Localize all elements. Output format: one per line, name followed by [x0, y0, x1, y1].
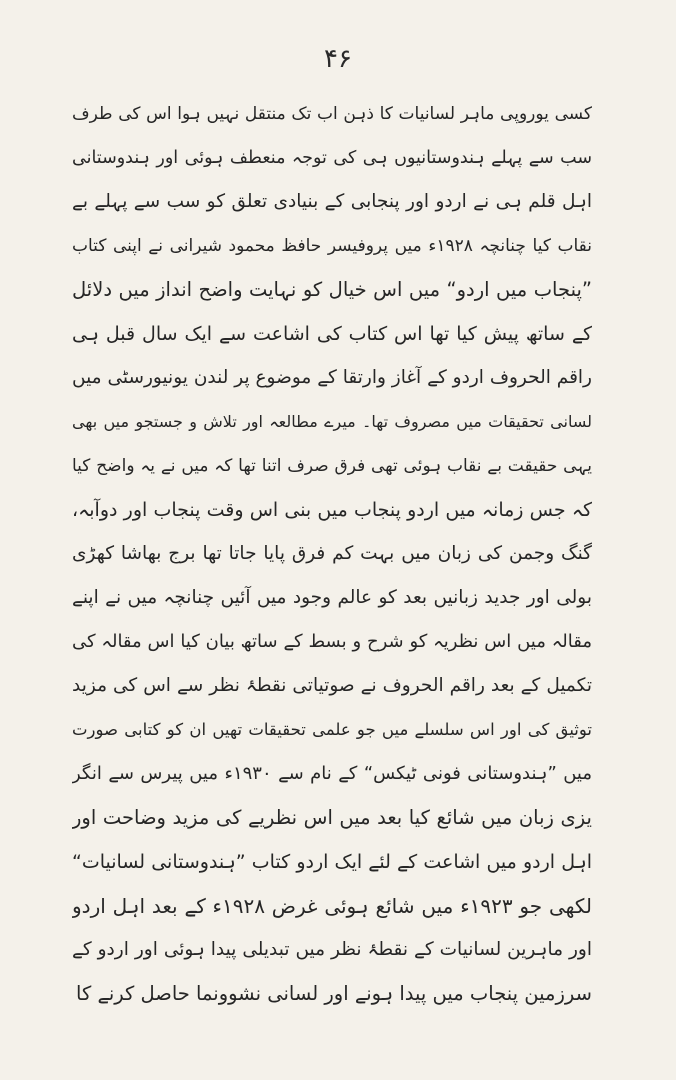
text-line: اور ماہرین لسانیات کے نقطۂ نظر میں تبدیلی پیدا ہوئی اور اردو کے [72, 939, 592, 960]
text-line: میں ”ہندوستانی فونی ٹیکس“ کے نام سے ۱۹۳۰ء میں پیرس سے انگر [72, 763, 592, 784]
text-line: گنگ وجمن کی زبان میں بہت کم فرق پایا جاتا تھا برج بھاشا کھڑی [72, 543, 592, 564]
text-line: نقاب کیا چنانچہ ۱۹۲۸ء میں پروفیسر حافظ محمود شیرانی نے اپنی کتاب [72, 236, 592, 256]
text-line: مقالہ میں اس نظریہ کو شرح و بسط کے ساتھ بیان کیا اس مقالہ کی [72, 631, 592, 652]
text-line: کسی یوروپی ماہر لسانیات کا ذہن اب تک منتقل نہیں ہوا اس کی طرف [72, 104, 592, 124]
text-line: سب سے پہلے ہندوستانیوں ہی کی توجہ منعطف ہوئی اور ہندوستانی [72, 148, 592, 168]
text-line: کے ساتھ پیش کیا تھا اس کتاب کی اشاعت سے ایک سال قبل ہی [72, 323, 592, 345]
text-line: ”پنجاب میں اردو“ میں اس خیال کو نہایت واضح انداز میں دلائل [72, 278, 592, 301]
text-line: سرزمین پنجاب میں پیدا ہونے اور لسانی نشوونما حاصل کرنے کا [76, 982, 592, 1005]
text-line: لکھی جو ۱۹۲۳ء میں شائع ہوئی غرض ۱۹۲۸ء کے بعد اہل اردو [72, 894, 592, 918]
text-line: یزی زبان میں شائع کیا بعد میں اس نظریے کی مزید وضاحت اور [72, 806, 592, 829]
page-number: ۴۶ [324, 44, 352, 74]
text-line: اہل قلم ہی نے اردو اور پنجابی کے بنیادی تعلق کو سب سے پہلے بے [72, 191, 592, 212]
text-line: یہی حقیقت بے نقاب ہوئی تھی فرق صرف اتنا تھا کہ میں نے یہ واضح کیا [72, 456, 592, 476]
text-line: راقم الحروف اردو کے آغاز وارتقا کے موضوع پر لندن یونیورسٹی میں [72, 367, 592, 388]
text-line: تکمیل کے بعد راقم الحروف نے صوتیاتی نقطۂ نظر سے اس کی مزید [72, 675, 592, 696]
text-line: لسانی تحقیقات میں مصروف تھا۔ میرے مطالعہ اور تلاش و جستجو میں بھی [72, 412, 592, 431]
text-line: اہل اردو میں اشاعت کے لئے ایک اردو کتاب ”ہندوستانی لسانیات“ [72, 851, 592, 873]
text-line: بولی اور جدید زبانیں بعد کو عالم وجود میں آئیں چنانچہ میں نے اپنے [72, 587, 592, 608]
text-line: کہ جس زمانہ میں اردو پنجاب میں بنی اس وقت پنجاب اور دوآبہ، [72, 499, 592, 521]
text-line: توثیق کی اور اس سلسلے میں جو علمی تحقیقات تھیں ان کو کتابی صورت [72, 720, 592, 739]
